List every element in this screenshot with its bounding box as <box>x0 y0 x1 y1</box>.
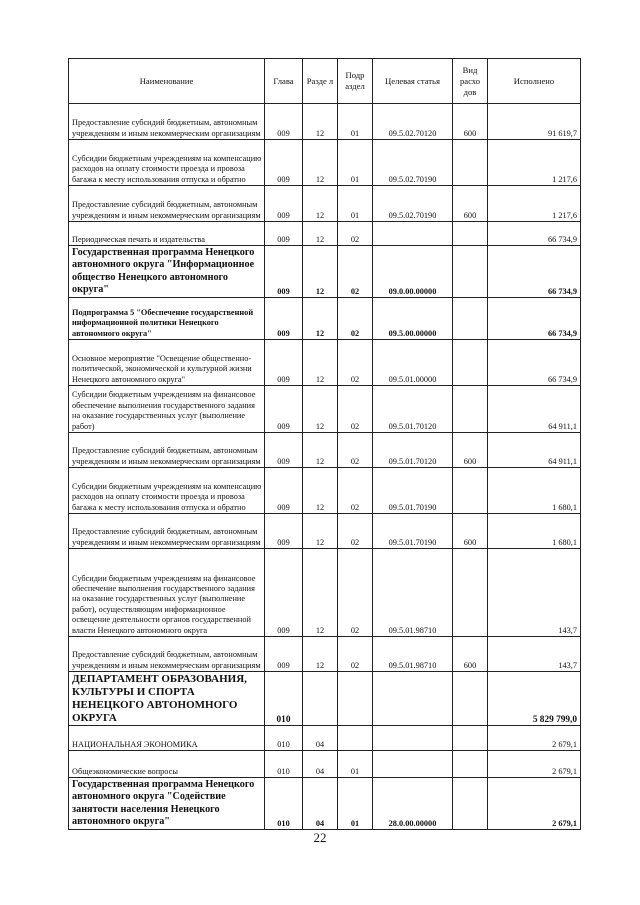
cell-celevaya: 09.0.00.00000 <box>373 246 453 298</box>
cell-vid <box>453 672 488 726</box>
page-number: 22 <box>313 830 327 845</box>
cell-ispolneno: 1 217,6 <box>488 140 581 186</box>
cell-name: Предоставление субсидий бюджетным, автономным учреждениям и иным некоммерческим организациям <box>69 104 265 140</box>
cell-razdel <box>303 672 338 726</box>
table-row <box>69 726 581 751</box>
cell-glava: 009 <box>265 433 303 468</box>
cell-name: Подпрограмма 5 "Обеспечение государственной информационной политики Ненецкого автономного округа" <box>69 298 265 340</box>
cell-vid <box>453 298 488 340</box>
cell-glava: 009 <box>265 386 303 433</box>
header-podrazdel: Подр аздел <box>338 59 373 104</box>
cell-ispolneno: 66 734,9 <box>488 340 581 386</box>
cell-celevaya <box>373 672 453 726</box>
cell-vid <box>453 386 488 433</box>
cell-name: Субсидии бюджетным учреждениям на компенсацию расходов на оплату стоимости проезда и провоза багажа к месту использования отпуска и обратно <box>69 468 265 514</box>
table-row <box>69 468 581 514</box>
cell-ispolneno: 91 619,7 <box>488 104 581 140</box>
cell-razdel: 12 <box>303 104 338 140</box>
cell-celevaya <box>373 751 453 778</box>
cell-celevaya: 09.5.01.98710 <box>373 637 453 672</box>
header-celevaya: Целевая статья <box>373 59 453 104</box>
table-row <box>69 637 581 672</box>
cell-podrazdel: 02 <box>338 222 373 246</box>
cell-glava: 009 <box>265 298 303 340</box>
cell-glava: 010 <box>265 726 303 751</box>
cell-razdel: 12 <box>303 549 338 637</box>
cell-podrazdel: 01 <box>338 751 373 778</box>
cell-podrazdel <box>338 672 373 726</box>
cell-name: НАЦИОНАЛЬНАЯ ЭКОНОМИКА <box>69 726 265 751</box>
cell-celevaya <box>373 726 453 751</box>
cell-ispolneno: 66 734,9 <box>488 222 581 246</box>
cell-name: Государственная программа Ненецкого автономного округа "Информационное общество Ненецкого автономного округа" <box>69 246 265 298</box>
cell-ispolneno: 2 679,1 <box>488 778 581 830</box>
cell-vid <box>453 778 488 830</box>
cell-glava: 009 <box>265 514 303 549</box>
cell-ispolneno: 143,7 <box>488 549 581 637</box>
cell-podrazdel <box>338 726 373 751</box>
table-row <box>69 246 581 298</box>
cell-podrazdel: 02 <box>338 637 373 672</box>
cell-name: Общеэкономические вопросы <box>69 751 265 778</box>
cell-vid: 600 <box>453 186 488 222</box>
cell-podrazdel: 01 <box>338 140 373 186</box>
cell-glava: 009 <box>265 468 303 514</box>
cell-razdel: 12 <box>303 222 338 246</box>
cell-name: ДЕПАРТАМЕНТ ОБРАЗОВАНИЯ, КУЛЬТУРЫ И СПОРТА НЕНЕЦКОГО АВТОНОМНОГО ОКРУГА <box>69 672 265 726</box>
cell-razdel: 12 <box>303 186 338 222</box>
cell-razdel: 12 <box>303 340 338 386</box>
budget-table <box>68 58 581 830</box>
cell-vid: 600 <box>453 514 488 549</box>
cell-ispolneno: 1 680,1 <box>488 468 581 514</box>
cell-vid <box>453 751 488 778</box>
cell-name: Предоставление субсидий бюджетным, автономным учреждениям и иным некоммерческим организациям <box>69 433 265 468</box>
cell-razdel: 12 <box>303 246 338 298</box>
cell-podrazdel: 02 <box>338 433 373 468</box>
cell-name: Предоставление субсидий бюджетным, автономным учреждениям и иным некоммерческим организациям <box>69 637 265 672</box>
cell-name: Периодическая печать и издательства <box>69 222 265 246</box>
cell-name: Субсидии бюджетным учреждениям на компенсацию расходов на оплату стоимости проезда и провоза багажа к месту использования отпуска и обратно <box>69 140 265 186</box>
table-row <box>69 514 581 549</box>
table-header-row <box>69 59 581 104</box>
table-row <box>69 433 581 468</box>
cell-vid <box>453 222 488 246</box>
table-row <box>69 104 581 140</box>
cell-razdel: 12 <box>303 637 338 672</box>
cell-podrazdel: 02 <box>338 386 373 433</box>
cell-glava: 009 <box>265 140 303 186</box>
cell-podrazdel: 02 <box>338 246 373 298</box>
cell-glava: 009 <box>265 340 303 386</box>
cell-podrazdel: 02 <box>338 340 373 386</box>
cell-podrazdel: 01 <box>338 104 373 140</box>
cell-podrazdel: 02 <box>338 468 373 514</box>
cell-razdel: 04 <box>303 778 338 830</box>
cell-name: Предоставление субсидий бюджетным, автономным учреждениям и иным некоммерческим организациям <box>69 514 265 549</box>
cell-ispolneno: 2 679,1 <box>488 751 581 778</box>
cell-ispolneno: 5 829 799,0 <box>488 672 581 726</box>
cell-name: Субсидии бюджетным учреждениям на финансовое обеспечение выполнения государственного задания на оказание государственных услуг (выполнение работ) <box>69 386 265 433</box>
table-row <box>69 672 581 726</box>
cell-vid: 600 <box>453 637 488 672</box>
cell-vid <box>453 246 488 298</box>
table-row <box>69 751 581 778</box>
cell-glava: 009 <box>265 637 303 672</box>
cell-celevaya: 28.0.00.00000 <box>373 778 453 830</box>
cell-vid: 600 <box>453 104 488 140</box>
cell-glava: 010 <box>265 672 303 726</box>
cell-vid <box>453 340 488 386</box>
cell-razdel: 12 <box>303 298 338 340</box>
cell-razdel: 12 <box>303 514 338 549</box>
cell-ispolneno: 2 679,1 <box>488 726 581 751</box>
cell-celevaya: 09.5.00.00000 <box>373 298 453 340</box>
cell-ispolneno: 64 911,1 <box>488 386 581 433</box>
table-row <box>69 778 581 830</box>
cell-celevaya: 09.5.02.70190 <box>373 140 453 186</box>
header-ispolneno: Исполнено <box>488 59 581 104</box>
cell-glava: 010 <box>265 778 303 830</box>
table-row <box>69 222 581 246</box>
cell-glava: 009 <box>265 104 303 140</box>
cell-ispolneno: 1 680,1 <box>488 514 581 549</box>
cell-podrazdel: 02 <box>338 549 373 637</box>
cell-celevaya: 09.5.01.70190 <box>373 514 453 549</box>
cell-celevaya <box>373 222 453 246</box>
cell-ispolneno: 66 734,9 <box>488 246 581 298</box>
cell-name: Субсидии бюджетным учреждениям на финансовое обеспечение выполнения государственного задания на оказание государственных услуг (выполнение работ), осуществляющим информационное освещение деятельности органов государственной власти Ненецкого автономного округа <box>69 549 265 637</box>
cell-ispolneno: 64 911,1 <box>488 433 581 468</box>
cell-razdel: 04 <box>303 726 338 751</box>
table-row <box>69 340 581 386</box>
cell-celevaya: 09.5.01.70190 <box>373 468 453 514</box>
cell-razdel: 12 <box>303 468 338 514</box>
cell-razdel: 12 <box>303 386 338 433</box>
cell-glava: 009 <box>265 246 303 298</box>
cell-podrazdel: 02 <box>338 298 373 340</box>
cell-glava: 009 <box>265 222 303 246</box>
cell-glava: 010 <box>265 751 303 778</box>
cell-vid <box>453 549 488 637</box>
cell-ispolneno: 1 217,6 <box>488 186 581 222</box>
cell-glava: 009 <box>265 549 303 637</box>
table-body <box>69 104 581 830</box>
cell-name: Государственная программа Ненецкого автономного округа "Содействие занятости населения Ненецкого автономного округа" <box>69 778 265 830</box>
cell-celevaya: 09.5.01.98710 <box>373 549 453 637</box>
table-row <box>69 386 581 433</box>
cell-vid: 600 <box>453 433 488 468</box>
header-vid: Вид расхо дов <box>453 59 488 104</box>
header-name: Наименование <box>69 59 265 104</box>
cell-razdel: 12 <box>303 140 338 186</box>
cell-celevaya: 09.5.02.70120 <box>373 104 453 140</box>
cell-glava: 009 <box>265 186 303 222</box>
cell-celevaya: 09.5.01.00000 <box>373 340 453 386</box>
cell-vid <box>453 140 488 186</box>
table-row <box>69 186 581 222</box>
cell-ispolneno: 143,7 <box>488 637 581 672</box>
table-row <box>69 549 581 637</box>
cell-razdel: 04 <box>303 751 338 778</box>
cell-name: Предоставление субсидий бюджетным, автономным учреждениям и иным некоммерческим организациям <box>69 186 265 222</box>
cell-vid <box>453 468 488 514</box>
cell-podrazdel: 01 <box>338 186 373 222</box>
cell-celevaya: 09.5.01.70120 <box>373 386 453 433</box>
table-row <box>69 140 581 186</box>
cell-celevaya: 09.5.02.70190 <box>373 186 453 222</box>
cell-razdel: 12 <box>303 433 338 468</box>
table-row <box>69 298 581 340</box>
cell-vid <box>453 726 488 751</box>
cell-celevaya: 09.5.01.70120 <box>373 433 453 468</box>
cell-ispolneno: 66 734,9 <box>488 298 581 340</box>
cell-podrazdel: 02 <box>338 514 373 549</box>
header-glava: Глава <box>265 59 303 104</box>
cell-podrazdel: 01 <box>338 778 373 830</box>
cell-name: Основное мероприятие "Освещение общественно-политической, экономической и культурной жизни Ненецкого автономного округа" <box>69 340 265 386</box>
header-razdel: Разде л <box>303 59 338 104</box>
